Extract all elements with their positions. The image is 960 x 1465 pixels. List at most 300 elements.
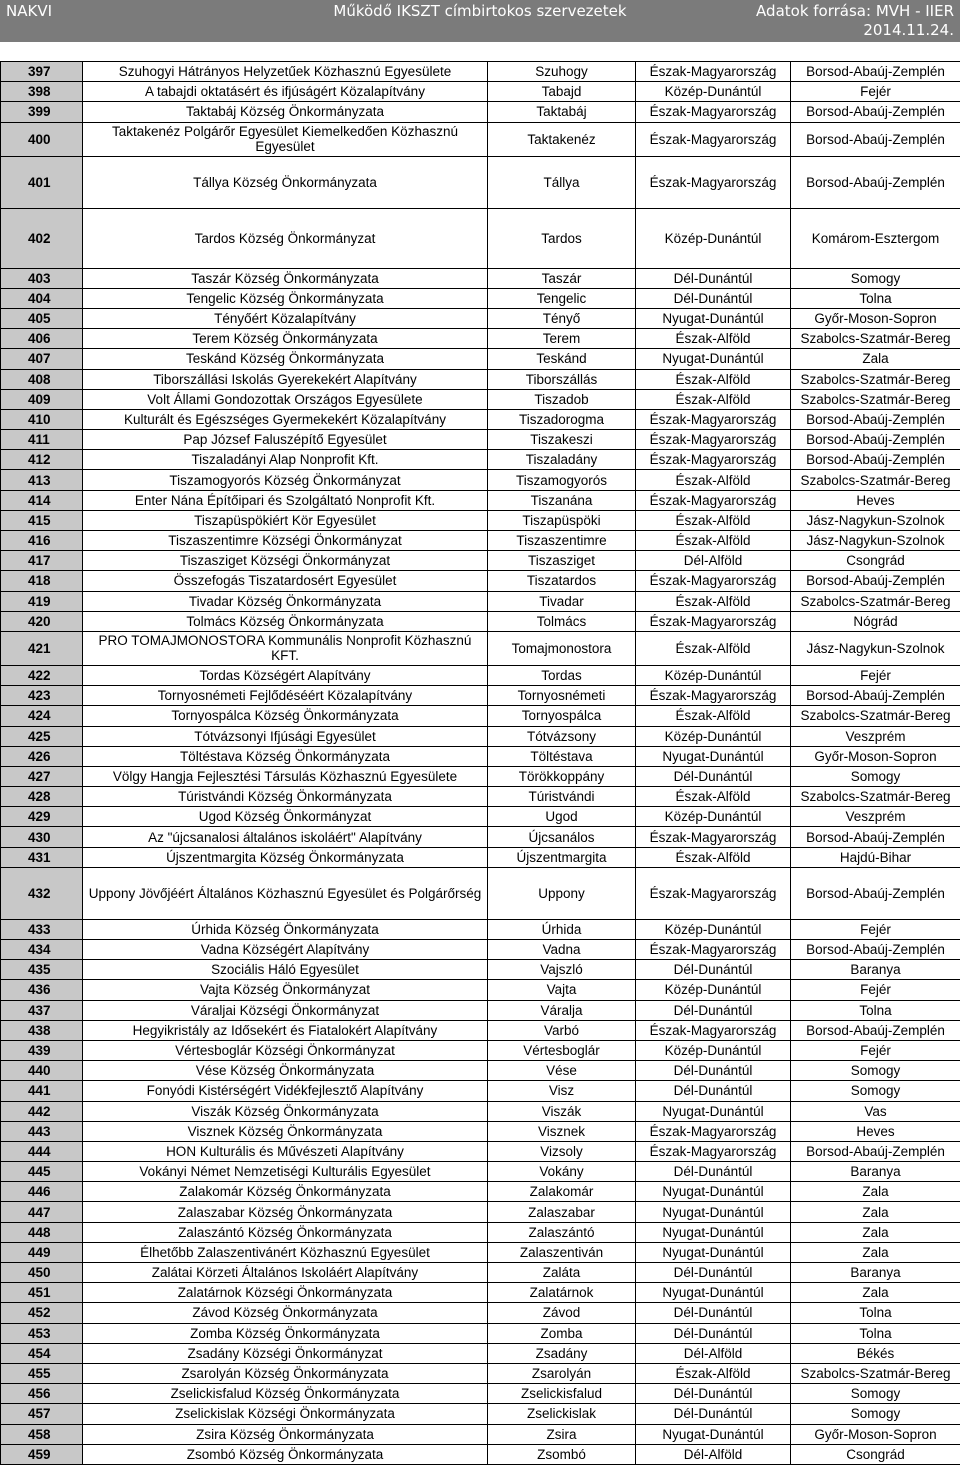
county-cell: Zala: [791, 1202, 960, 1222]
row-number-cell: 441: [1, 1081, 83, 1101]
region-cell: Észak-Magyarország: [636, 409, 791, 429]
region-cell: Észak-Magyarország: [636, 102, 791, 122]
county-cell: Somogy: [791, 1404, 960, 1424]
region-cell: Észak-Magyarország: [636, 867, 791, 919]
table-row: [1, 268, 960, 288]
settlement-cell: Zalaszabar: [488, 1202, 636, 1222]
row-number-cell: 456: [1, 1384, 83, 1404]
county-cell: Hajdú-Bihar: [791, 847, 960, 867]
row-number-cell: 448: [1, 1222, 83, 1242]
header-date-label: 2014.11.24.: [863, 21, 954, 39]
table-row: [1, 787, 960, 807]
row-number-cell: 455: [1, 1363, 83, 1383]
row-number-cell: 446: [1, 1182, 83, 1202]
table-row: [1, 122, 960, 156]
settlement-cell: Zaláta: [488, 1263, 636, 1283]
county-cell: Borsod-Abaúj-Zemplén: [791, 686, 960, 706]
row-number-cell: 412: [1, 450, 83, 470]
row-number-cell: 443: [1, 1121, 83, 1141]
region-cell: Nyugat-Dunántúl: [636, 746, 791, 766]
region-cell: Nyugat-Dunántúl: [636, 1242, 791, 1262]
region-cell: Nyugat-Dunántúl: [636, 1222, 791, 1242]
row-number-cell: 447: [1, 1202, 83, 1222]
organization-name-cell: Tornyospálca Község Önkormányzata: [83, 706, 488, 726]
county-cell: Tolna: [791, 1323, 960, 1343]
settlement-cell: Tardos: [488, 208, 636, 268]
settlement-cell: Zsira: [488, 1424, 636, 1444]
table-row: [1, 847, 960, 867]
county-cell: Győr-Moson-Sopron: [791, 1424, 960, 1444]
table-row: [1, 1363, 960, 1383]
row-number-cell: 427: [1, 766, 83, 786]
settlement-cell: Zalaszentiván: [488, 1242, 636, 1262]
table-row: [1, 1061, 960, 1081]
settlement-cell: Ugod: [488, 807, 636, 827]
header-left-label: NAKVI: [6, 2, 52, 20]
table-row: [1, 1424, 960, 1444]
table-row: [1, 726, 960, 746]
settlement-cell: Tordas: [488, 665, 636, 685]
settlement-cell: Tolmács: [488, 611, 636, 631]
region-cell: Dél-Dunántúl: [636, 1303, 791, 1323]
organization-name-cell: Újszentmargita Község Önkormányzata: [83, 847, 488, 867]
organization-name-cell: Zsadány Községi Önkormányzat: [83, 1343, 488, 1363]
region-cell: Dél-Dunántúl: [636, 1000, 791, 1020]
region-cell: Észak-Magyarország: [636, 940, 791, 960]
county-cell: Szabolcs-Szatmár-Bereg: [791, 706, 960, 726]
row-number-cell: 416: [1, 531, 83, 551]
row-number-cell: 408: [1, 369, 83, 389]
table-row: [1, 571, 960, 591]
region-cell: Észak-Alföld: [636, 1363, 791, 1383]
region-cell: Észak-Alföld: [636, 787, 791, 807]
row-number-cell: 438: [1, 1020, 83, 1040]
organization-name-cell: Enter Nána Építőipari és Szolgáltató Nonprofit Kft.: [83, 490, 488, 510]
settlement-cell: Terem: [488, 329, 636, 349]
county-cell: Baranya: [791, 1263, 960, 1283]
settlement-cell: Zsarolyán: [488, 1363, 636, 1383]
settlement-cell: Tengelic: [488, 288, 636, 308]
county-cell: Zala: [791, 1222, 960, 1242]
row-number-cell: 449: [1, 1242, 83, 1262]
settlement-cell: Uppony: [488, 867, 636, 919]
organization-name-cell: Szociális Háló Egyesület: [83, 960, 488, 980]
county-cell: Somogy: [791, 1081, 960, 1101]
table-row: [1, 288, 960, 308]
row-number-cell: 404: [1, 288, 83, 308]
table-row: [1, 62, 960, 82]
row-number-cell: 435: [1, 960, 83, 980]
county-cell: Jász-Nagykun-Szolnok: [791, 531, 960, 551]
region-cell: Észak-Alföld: [636, 531, 791, 551]
county-cell: Somogy: [791, 1384, 960, 1404]
organization-name-cell: Összefogás Tiszatardosért Egyesület: [83, 571, 488, 591]
county-cell: Borsod-Abaúj-Zemplén: [791, 409, 960, 429]
table-row: [1, 746, 960, 766]
county-cell: Fejér: [791, 1040, 960, 1060]
organization-name-cell: Taktabáj Község Önkormányzata: [83, 102, 488, 122]
county-cell: Borsod-Abaúj-Zemplén: [791, 62, 960, 82]
settlement-cell: Újszentmargita: [488, 847, 636, 867]
county-cell: Zala: [791, 1242, 960, 1262]
organization-name-cell: Tótvázsonyi Ifjúsági Egyesület: [83, 726, 488, 746]
county-cell: Baranya: [791, 1162, 960, 1182]
region-cell: Dél-Dunántúl: [636, 1081, 791, 1101]
region-cell: Észak-Magyarország: [636, 686, 791, 706]
row-number-cell: 436: [1, 980, 83, 1000]
county-cell: Tolna: [791, 1000, 960, 1020]
region-cell: Közép-Dunántúl: [636, 665, 791, 685]
organization-name-cell: Zselickislak Községi Önkormányzata: [83, 1404, 488, 1424]
row-number-cell: 419: [1, 591, 83, 611]
table-row: [1, 308, 960, 328]
region-cell: Észak-Alföld: [636, 631, 791, 665]
table-row: [1, 82, 960, 102]
region-cell: Dél-Dunántúl: [636, 288, 791, 308]
row-number-cell: 398: [1, 82, 83, 102]
organization-name-cell: Vajta Község Önkormányzat: [83, 980, 488, 1000]
county-cell: Heves: [791, 1121, 960, 1141]
row-number-cell: 415: [1, 510, 83, 530]
row-number-cell: 432: [1, 867, 83, 919]
row-number-cell: 428: [1, 787, 83, 807]
organization-name-cell: Élhetőbb Zalaszentivánért Közhasznú Egyesület: [83, 1242, 488, 1262]
organization-name-cell: Túristvándi Község Önkormányzata: [83, 787, 488, 807]
organization-name-cell: Zalaszabar Község Önkormányzata: [83, 1202, 488, 1222]
organization-name-cell: Völgy Hangja Fejlesztési Társulás Közhasznú Egyesülete: [83, 766, 488, 786]
county-cell: Tolna: [791, 1303, 960, 1323]
region-cell: Észak-Magyarország: [636, 1121, 791, 1141]
region-cell: Nyugat-Dunántúl: [636, 1182, 791, 1202]
county-cell: Csongrád: [791, 1444, 960, 1464]
row-number-cell: 459: [1, 1444, 83, 1464]
county-cell: Somogy: [791, 268, 960, 288]
county-cell: Szabolcs-Szatmár-Bereg: [791, 591, 960, 611]
table-row: [1, 1444, 960, 1464]
region-cell: Észak-Alföld: [636, 329, 791, 349]
table-row: [1, 1020, 960, 1040]
table-row: [1, 430, 960, 450]
row-number-cell: 454: [1, 1343, 83, 1363]
table-row: [1, 940, 960, 960]
county-cell: Somogy: [791, 1061, 960, 1081]
organization-name-cell: Fonyódi Kistérségért Vidékfejlesztő Alapítvány: [83, 1081, 488, 1101]
settlement-cell: Vizsoly: [488, 1141, 636, 1161]
region-cell: Észak-Magyarország: [636, 62, 791, 82]
organization-name-cell: Volt Állami Gondozottak Országos Egyesülete: [83, 389, 488, 409]
table-row: [1, 1242, 960, 1262]
organization-name-cell: Taktakenéz Polgárőr Egyesület Kiemelkedően Közhasznú Egyesület: [83, 122, 488, 156]
county-cell: Zala: [791, 1182, 960, 1202]
organization-name-cell: Az "újcsanalosi általános iskoláért" Alapítvány: [83, 827, 488, 847]
header-document-title: Működő IKSZT címbirtokos szervezetek: [330, 2, 630, 20]
table-row: [1, 329, 960, 349]
table-row: [1, 490, 960, 510]
organization-name-cell: Kulturált és Egészséges Gyermekekért Közalapítvány: [83, 409, 488, 429]
table-row: [1, 591, 960, 611]
settlement-cell: Tiszadorogma: [488, 409, 636, 429]
settlement-cell: Vokány: [488, 1162, 636, 1182]
settlement-cell: Töltéstava: [488, 746, 636, 766]
settlement-cell: Tabajd: [488, 82, 636, 102]
table-row: [1, 807, 960, 827]
row-number-cell: 399: [1, 102, 83, 122]
row-number-cell: 431: [1, 847, 83, 867]
county-cell: Vas: [791, 1101, 960, 1121]
table-row: [1, 389, 960, 409]
table-row: [1, 1141, 960, 1161]
organization-name-cell: Zalátai Körzeti Általános Iskoláért Alapítvány: [83, 1263, 488, 1283]
region-cell: Észak-Alföld: [636, 510, 791, 530]
table-row: [1, 369, 960, 389]
region-cell: Dél-Dunántúl: [636, 1061, 791, 1081]
organization-name-cell: Zalakomár Község Önkormányzata: [83, 1182, 488, 1202]
county-cell: Győr-Moson-Sopron: [791, 746, 960, 766]
organization-name-cell: Vadna Községért Alapítvány: [83, 940, 488, 960]
settlement-cell: Tállya: [488, 156, 636, 208]
organization-name-cell: Töltéstava Község Önkormányzata: [83, 746, 488, 766]
region-cell: Közép-Dunántúl: [636, 980, 791, 1000]
settlement-cell: Vadna: [488, 940, 636, 960]
organization-name-cell: Pap József Faluszépítő Egyesület: [83, 430, 488, 450]
county-cell: Borsod-Abaúj-Zemplén: [791, 430, 960, 450]
row-number-cell: 405: [1, 308, 83, 328]
organization-name-cell: Tordas Községért Alapítvány: [83, 665, 488, 685]
region-cell: Dél-Dunántúl: [636, 766, 791, 786]
county-cell: Szabolcs-Szatmár-Bereg: [791, 787, 960, 807]
region-cell: Dél-Dunántúl: [636, 1323, 791, 1343]
table-row: [1, 208, 960, 268]
table-row: [1, 1121, 960, 1141]
county-cell: Veszprém: [791, 807, 960, 827]
region-cell: Észak-Alföld: [636, 847, 791, 867]
row-number-cell: 429: [1, 807, 83, 827]
region-cell: Észak-Alföld: [636, 389, 791, 409]
county-cell: Borsod-Abaúj-Zemplén: [791, 940, 960, 960]
organization-name-cell: Zalatárnok Községi Önkormányzata: [83, 1283, 488, 1303]
region-cell: Közép-Dunántúl: [636, 82, 791, 102]
settlement-cell: Tiszadob: [488, 389, 636, 409]
row-number-cell: 413: [1, 470, 83, 490]
row-number-cell: 453: [1, 1323, 83, 1343]
organization-name-cell: Zsira Község Önkormányzata: [83, 1424, 488, 1444]
region-cell: Észak-Magyarország: [636, 450, 791, 470]
settlement-cell: Zsadány: [488, 1343, 636, 1363]
organization-name-cell: Vése Község Önkormányzata: [83, 1061, 488, 1081]
row-number-cell: 442: [1, 1101, 83, 1121]
settlement-cell: Vértesboglár: [488, 1040, 636, 1060]
organization-name-cell: Tiszaszentimre Községi Önkormányzat: [83, 531, 488, 551]
table-row: [1, 1263, 960, 1283]
county-cell: Fejér: [791, 665, 960, 685]
settlement-cell: Tiszaszentimre: [488, 531, 636, 551]
row-number-cell: 421: [1, 631, 83, 665]
settlement-cell: Závod: [488, 1303, 636, 1323]
county-cell: Borsod-Abaúj-Zemplén: [791, 1141, 960, 1161]
region-cell: Észak-Magyarország: [636, 827, 791, 847]
organization-name-cell: Tengelic Község Önkormányzata: [83, 288, 488, 308]
row-number-cell: 402: [1, 208, 83, 268]
county-cell: Szabolcs-Szatmár-Bereg: [791, 329, 960, 349]
county-cell: Komárom-Esztergom: [791, 208, 960, 268]
row-number-cell: 445: [1, 1162, 83, 1182]
county-cell: Tolna: [791, 288, 960, 308]
region-cell: Dél-Dunántúl: [636, 1404, 791, 1424]
row-number-cell: 420: [1, 611, 83, 631]
row-number-cell: 397: [1, 62, 83, 82]
row-number-cell: 414: [1, 490, 83, 510]
row-number-cell: 439: [1, 1040, 83, 1060]
row-number-cell: 403: [1, 268, 83, 288]
settlement-cell: Zsombó: [488, 1444, 636, 1464]
organization-name-cell: Zalaszántó Község Önkormányzata: [83, 1222, 488, 1242]
county-cell: Szabolcs-Szatmár-Bereg: [791, 470, 960, 490]
table-row: [1, 1202, 960, 1222]
settlement-cell: Tótvázsony: [488, 726, 636, 746]
row-number-cell: 417: [1, 551, 83, 571]
settlement-cell: Taszár: [488, 268, 636, 288]
settlement-cell: Tiszakeszi: [488, 430, 636, 450]
region-cell: Dél-Alföld: [636, 551, 791, 571]
table-row: [1, 1343, 960, 1363]
row-number-cell: 444: [1, 1141, 83, 1161]
row-number-cell: 411: [1, 430, 83, 450]
table-row: [1, 631, 960, 665]
row-number-cell: 433: [1, 919, 83, 939]
table-row: [1, 686, 960, 706]
settlement-cell: Tomajmonostora: [488, 631, 636, 665]
page-header: [0, 0, 960, 42]
settlement-cell: Zomba: [488, 1323, 636, 1343]
region-cell: Dél-Dunántúl: [636, 1263, 791, 1283]
settlement-cell: Törökkoppány: [488, 766, 636, 786]
organization-name-cell: Ugod Község Önkormányzat: [83, 807, 488, 827]
settlement-cell: Úrhida: [488, 919, 636, 939]
table-row: [1, 867, 960, 919]
settlement-cell: Taktakenéz: [488, 122, 636, 156]
table-row: [1, 409, 960, 429]
settlement-cell: Vése: [488, 1061, 636, 1081]
settlement-cell: Zalatárnok: [488, 1283, 636, 1303]
organization-name-cell: Tiborszállási Iskolás Gyerekekért Alapítvány: [83, 369, 488, 389]
county-cell: Somogy: [791, 766, 960, 786]
organization-name-cell: Hegyikristály az Idősekért és Fiatalokért Alapítvány: [83, 1020, 488, 1040]
settlement-cell: Vajta: [488, 980, 636, 1000]
table-row: [1, 766, 960, 786]
settlement-cell: Váralja: [488, 1000, 636, 1020]
table-row: [1, 1283, 960, 1303]
row-number-cell: 424: [1, 706, 83, 726]
region-cell: Észak-Magyarország: [636, 122, 791, 156]
region-cell: Észak-Magyarország: [636, 571, 791, 591]
organization-name-cell: Váraljai Községi Önkormányzat: [83, 1000, 488, 1020]
organization-name-cell: Tiszapüspökiért Kör Egyesület: [83, 510, 488, 530]
table-row: [1, 470, 960, 490]
row-number-cell: 406: [1, 329, 83, 349]
organization-name-cell: Taszár Község Önkormányzata: [83, 268, 488, 288]
organization-name-cell: Zomba Község Önkormányzata: [83, 1323, 488, 1343]
table-row: [1, 1384, 960, 1404]
organization-name-cell: Viszák Község Önkormányzata: [83, 1101, 488, 1121]
settlement-cell: Tornyospálca: [488, 706, 636, 726]
table-row: [1, 1404, 960, 1424]
region-cell: Észak-Magyarország: [636, 490, 791, 510]
organization-name-cell: Tényőért Közalapítvány: [83, 308, 488, 328]
region-cell: Észak-Alföld: [636, 470, 791, 490]
region-cell: Dél-Dunántúl: [636, 1162, 791, 1182]
region-cell: Nyugat-Dunántúl: [636, 349, 791, 369]
region-cell: Dél-Dunántúl: [636, 1384, 791, 1404]
row-number-cell: 440: [1, 1061, 83, 1081]
region-cell: Dél-Dunántúl: [636, 960, 791, 980]
table-row: [1, 665, 960, 685]
region-cell: Észak-Magyarország: [636, 611, 791, 631]
region-cell: Észak-Alföld: [636, 591, 791, 611]
region-cell: Nyugat-Dunántúl: [636, 1424, 791, 1444]
region-cell: Észak-Magyarország: [636, 1020, 791, 1040]
settlement-cell: Viszák: [488, 1101, 636, 1121]
county-cell: Borsod-Abaúj-Zemplén: [791, 450, 960, 470]
organization-name-cell: Tiszasziget Községi Önkormányzat: [83, 551, 488, 571]
region-cell: Nyugat-Dunántúl: [636, 1101, 791, 1121]
row-number-cell: 434: [1, 940, 83, 960]
settlement-cell: Újcsanálos: [488, 827, 636, 847]
table-row: [1, 1182, 960, 1202]
organization-name-cell: Teskánd Község Önkormányzata: [83, 349, 488, 369]
region-cell: Észak-Alföld: [636, 706, 791, 726]
settlement-cell: Zselickislak: [488, 1404, 636, 1424]
row-number-cell: 451: [1, 1283, 83, 1303]
county-cell: Borsod-Abaúj-Zemplén: [791, 571, 960, 591]
organizations-table: [0, 61, 960, 1465]
county-cell: Zala: [791, 349, 960, 369]
region-cell: Észak-Magyarország: [636, 430, 791, 450]
county-cell: Borsod-Abaúj-Zemplén: [791, 156, 960, 208]
county-cell: Jász-Nagykun-Szolnok: [791, 510, 960, 530]
region-cell: Nyugat-Dunántúl: [636, 1283, 791, 1303]
table-row: [1, 1162, 960, 1182]
table-row: [1, 102, 960, 122]
row-number-cell: 450: [1, 1263, 83, 1283]
region-cell: Észak-Magyarország: [636, 156, 791, 208]
organization-name-cell: Terem Község Önkormányzata: [83, 329, 488, 349]
county-cell: Borsod-Abaúj-Zemplén: [791, 102, 960, 122]
settlement-cell: Tiszatardos: [488, 571, 636, 591]
settlement-cell: Tényő: [488, 308, 636, 328]
table-row: [1, 551, 960, 571]
table-row: [1, 510, 960, 530]
region-cell: Nyugat-Dunántúl: [636, 1202, 791, 1222]
county-cell: Csongrád: [791, 551, 960, 571]
row-number-cell: 401: [1, 156, 83, 208]
settlement-cell: Visz: [488, 1081, 636, 1101]
region-cell: Dél-Dunántúl: [636, 268, 791, 288]
county-cell: Veszprém: [791, 726, 960, 746]
settlement-cell: Túristvándi: [488, 787, 636, 807]
county-cell: Győr-Moson-Sopron: [791, 308, 960, 328]
table-row: [1, 1081, 960, 1101]
settlement-cell: Zalakomár: [488, 1182, 636, 1202]
table-row: [1, 960, 960, 980]
settlement-cell: Tiszapüspöki: [488, 510, 636, 530]
table-row: [1, 1303, 960, 1323]
organization-name-cell: Tiszamogyorós Község Önkormányzat: [83, 470, 488, 490]
settlement-cell: Visznek: [488, 1121, 636, 1141]
county-cell: Borsod-Abaúj-Zemplén: [791, 827, 960, 847]
organization-name-cell: Vokányi Német Nemzetiségi Kulturális Egyesület: [83, 1162, 488, 1182]
table-row: [1, 1101, 960, 1121]
region-cell: Dél-Alföld: [636, 1444, 791, 1464]
